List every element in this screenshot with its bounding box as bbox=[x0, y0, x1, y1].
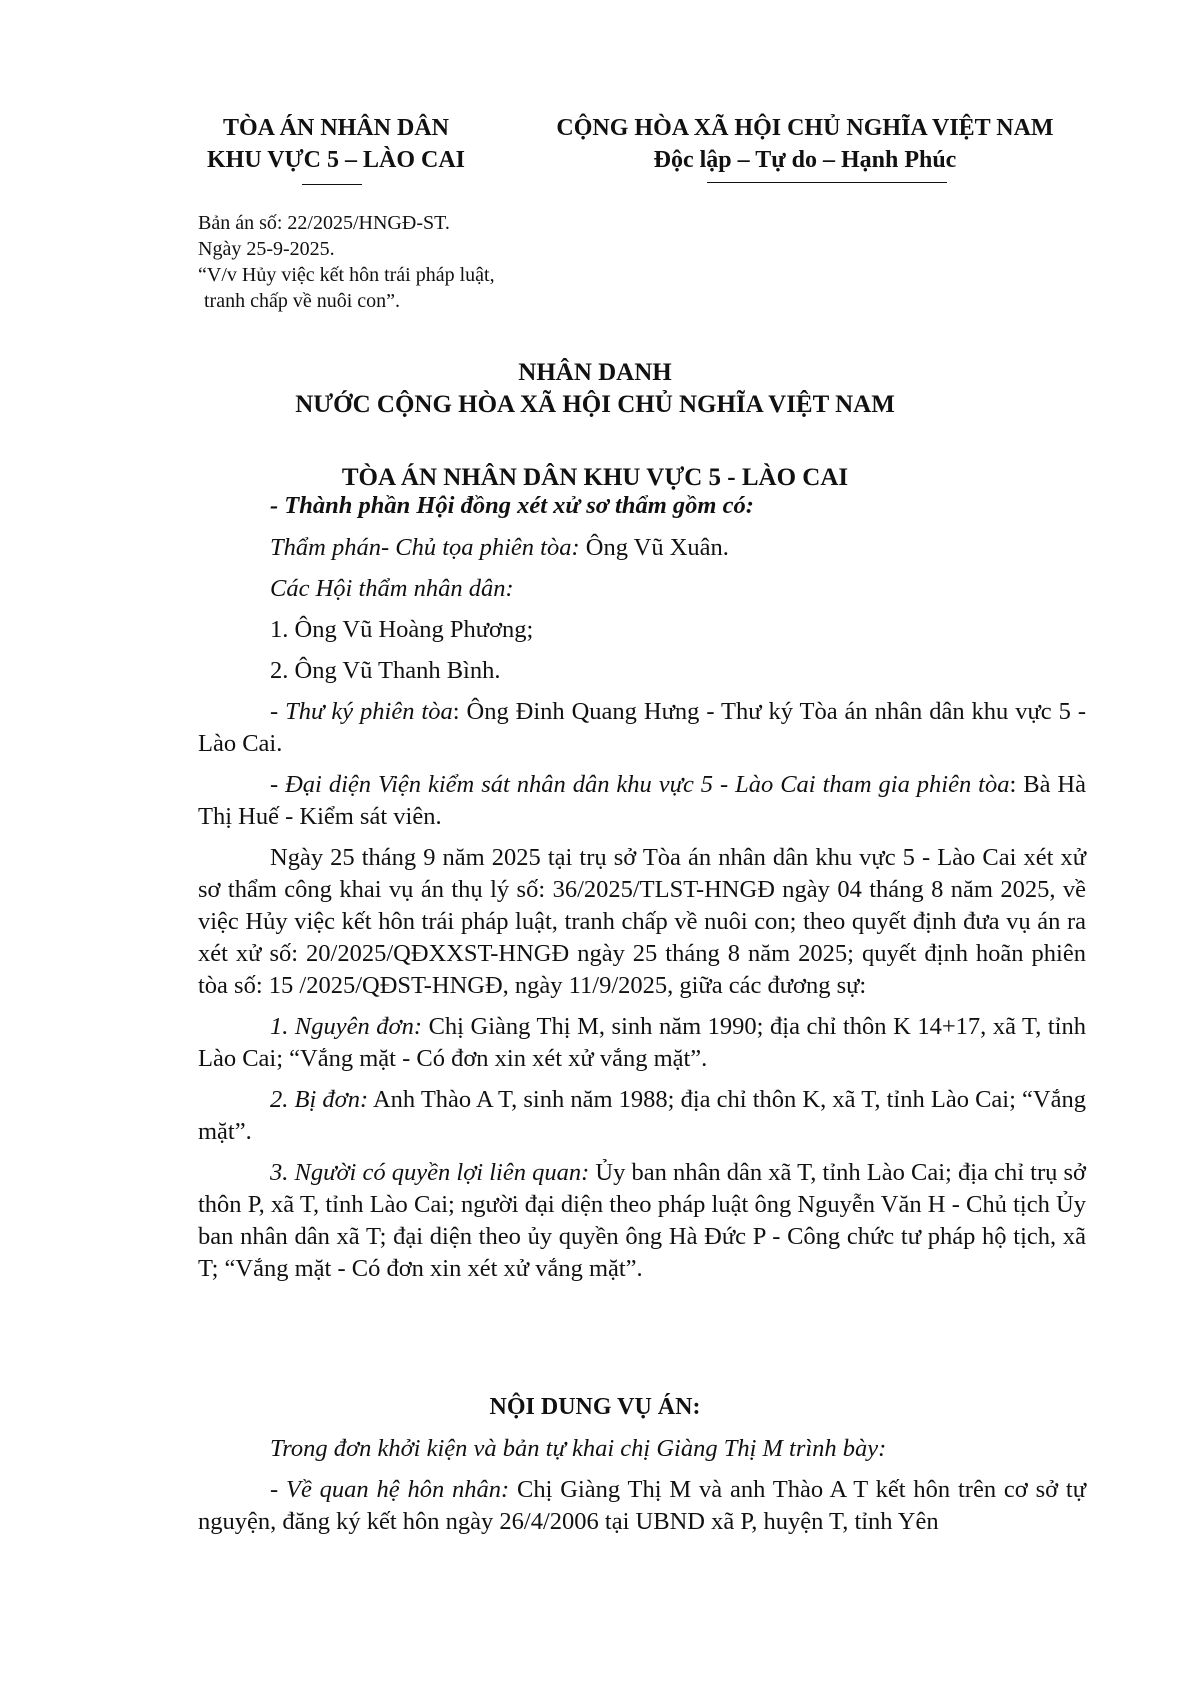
panel-heading: - Thành phần Hội đồng xét xử sơ thẩm gồm có: bbox=[270, 492, 754, 519]
presiding-judge bbox=[198, 532, 1086, 564]
court-clerk bbox=[198, 696, 1086, 760]
assessors-label: Các Hội thẩm nhân dân: bbox=[270, 575, 514, 602]
national-motto: Độc lập – Tự do – Hạnh Phúc bbox=[653, 147, 957, 173]
in-the-name-of-line1: NHÂN DANH bbox=[518, 359, 672, 386]
court-name-line2: KHU VỰC 5 – LÀO CAI bbox=[206, 147, 465, 173]
court-header bbox=[186, 112, 486, 176]
assessor-item: 1. Ông Vũ Hoàng Phương; bbox=[270, 616, 534, 643]
procurator bbox=[198, 769, 1086, 833]
court-clerk-label: - Thư ký phiên tòa bbox=[270, 698, 453, 725]
party-related bbox=[198, 1157, 1086, 1285]
in-the-name-of bbox=[0, 357, 1190, 421]
party-label: 3. Người có quyền lợi liên quan: bbox=[270, 1159, 590, 1186]
court-clerk-text: : Ông Đinh Quang Hưng - Thư ký Tòa án nhân dân khu vực 5 - Lào Cai. bbox=[198, 698, 1086, 757]
national-header bbox=[525, 112, 1085, 176]
party-text: Ủy ban nhân dân xã T, tỉnh Lào Cai; địa chỉ trụ sở thôn P, xã T, tỉnh Lào Cai; người đại diện theo pháp luật ông Nguyễn Văn H - Chủ tịch Ủy ban nhân dân xã T; đại diện theo ủy quyền ông Hà Đức P - Công chức tư pháp hộ tịch, xã T; “Vắng mặt - Có đơn xin xét xử vắng mặt”. bbox=[198, 1159, 1087, 1282]
court-name-line1: TÒA ÁN NHÂN DÂN bbox=[222, 115, 449, 141]
procurator-text: : Bà Hà Thị Huế - Kiểm sát viên. bbox=[198, 771, 1086, 830]
case-subject-line1: “V/v Hủy việc kết hôn trái pháp luật, bbox=[198, 264, 495, 286]
marriage-label: - Về quan hệ hôn nhân: bbox=[270, 1476, 510, 1503]
judgment-date: Ngày 25-9-2025. bbox=[198, 238, 335, 260]
case-subject-line2: tranh chấp về nuôi con”. bbox=[204, 290, 401, 312]
marriage-text: Chị Giàng Thị M và anh Thào A T kết hôn trên cơ sở tự nguyện, đăng ký kết hôn ngày 26/4/2006 tại UBND xã P, huyện T, tỉnh Yên bbox=[198, 1476, 1086, 1535]
in-the-name-of-line2: NƯỚC CỘNG HÒA XÃ HỘI CHỦ NGHĨA VIỆT NAM bbox=[295, 391, 895, 418]
trial-intro: Ngày 25 tháng 9 năm 2025 tại trụ sở Tòa án nhân dân khu vực 5 - Lào Cai xét xử sơ thẩm công khai vụ án thụ lý số: 36/2025/TLST-HNGĐ ngày 04 tháng 8 năm 2025, về việc Hủy việc kết hôn trái pháp luật, tranh chấp về nuôi con; theo quyết định đưa vụ án ra xét xử số: 20/2025/QĐXXST-HNGĐ ngày 25 tháng 8 năm 2025; quyết định hoãn phiên tòa số: 15 /2025/QĐST-HNGĐ, ngày 11/9/2025, giữa các đương sự: bbox=[198, 844, 1086, 999]
content-intro: Trong đơn khởi kiện và bản tự khai chị Giàng Thị M trình bày: bbox=[270, 1435, 887, 1462]
marriage-relation bbox=[198, 1474, 1086, 1538]
party-defendant bbox=[198, 1084, 1086, 1148]
assessor-item: 2. Ông Vũ Thanh Bình. bbox=[270, 657, 501, 684]
presiding-judge-name: Ông Vũ Xuân. bbox=[579, 534, 729, 561]
party-label: 2. Bị đơn: bbox=[270, 1086, 369, 1113]
case-content-heading: NỘI DUNG VỤ ÁN: bbox=[489, 1394, 701, 1420]
party-plaintiff bbox=[198, 1011, 1086, 1075]
court-title: TÒA ÁN NHÂN DÂN KHU VỰC 5 - LÀO CAI bbox=[341, 464, 849, 491]
party-text: Anh Thào A T, sinh năm 1988; địa chỉ thôn K, xã T, tỉnh Lào Cai; “Vắng mặt”. bbox=[198, 1086, 1086, 1145]
procurator-label: - Đại diện Viện kiểm sát nhân dân khu vực 5 - Lào Cai tham gia phiên tòa bbox=[270, 771, 1010, 798]
national-title: CỘNG HÒA XÃ HỘI CHỦ NGHĨA VIỆT NAM bbox=[556, 115, 1054, 141]
national-header-rule bbox=[707, 182, 947, 183]
party-label: 1. Nguyên đơn: bbox=[270, 1013, 423, 1040]
court-header-rule bbox=[302, 184, 362, 185]
party-text: Chị Giàng Thị M, sinh năm 1990; địa chỉ thôn K 14+17, xã T, tỉnh Lào Cai; “Vắng mặt - Có đơn xin xét xử vắng mặt”. bbox=[198, 1013, 1086, 1072]
judgment-meta bbox=[198, 210, 495, 314]
case-content-section bbox=[198, 1433, 1086, 1538]
case-number: Bản án số: 22/2025/HNGĐ-ST. bbox=[198, 212, 450, 234]
panel-section bbox=[198, 490, 1086, 1285]
presiding-judge-label: Thẩm phán- Chủ tọa phiên tòa: bbox=[270, 534, 580, 561]
